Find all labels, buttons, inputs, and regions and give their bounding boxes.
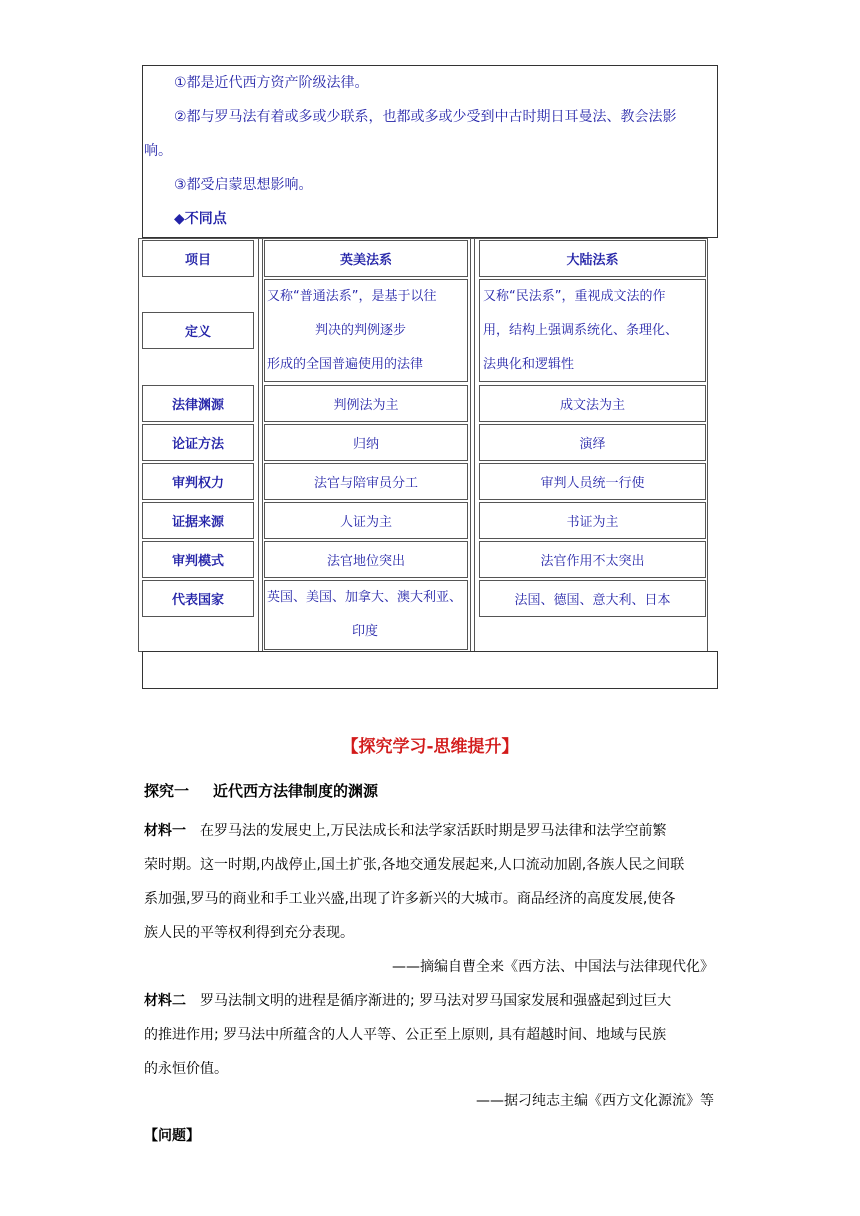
empty-bottom-box	[142, 651, 718, 689]
material-2-label: 材料二	[144, 993, 186, 1009]
definition-anglo-line-2: 判决的判例逐步	[315, 323, 407, 338]
definition-continental-line-3: 法典化和逻辑性	[483, 357, 575, 372]
material-2-line-1: 罗马法制文明的进程是循序渐进的; 罗马法对罗马国家发展和强盛起到过巨大	[200, 993, 672, 1009]
material-2	[144, 984, 718, 1086]
label-representative-countries: 代表国家	[142, 580, 254, 617]
common-point-3: ③都受启蒙思想影响。	[174, 177, 313, 193]
table-divider	[262, 238, 263, 652]
definition-continental-line-1: 又称“民法系”，重视成文法的作	[483, 289, 666, 304]
trial-power-continental: 审判人员统一行使	[479, 463, 706, 500]
definition-continental-line-2: 用，结构上强调系统化、条理化、	[483, 323, 679, 338]
differences-heading: ◆不同点	[174, 211, 227, 227]
question-label: 【问题】	[144, 1128, 200, 1144]
table-divider	[258, 238, 259, 652]
label-legal-source: 法律渊源	[142, 385, 254, 422]
material-1-line-3: 系加强,罗马的商业和手工业兴盛,出现了许多新兴的大城市。商品经济的高度发展,使各	[144, 891, 676, 907]
reasoning-method-anglo: 归纳	[264, 424, 468, 461]
header-anglo-american: 英美法系	[264, 240, 468, 277]
label-trial-power: 审判权力	[142, 463, 254, 500]
evidence-source-continental: 书证为主	[479, 502, 706, 539]
material-1-line-2: 荣时期。这一时期,内战停止,国土扩张,各地交通发展起来,人口流动加剧,各族人民之间联	[144, 857, 685, 873]
label-reasoning-method: 论证方法	[142, 424, 254, 461]
common-point-1: ①都是近代西方资产阶级法律。	[174, 75, 369, 91]
countries-anglo-line-2: 印度	[352, 624, 379, 639]
material-1-line-1: 在罗马法的发展史上,万民法成长和法学家活跃时期是罗马法律和法学空前繁	[200, 823, 667, 839]
material-1-line-4: 族人民的平等权利得到充分表现。	[144, 925, 354, 941]
trial-power-anglo: 法官与陪审员分工	[264, 463, 468, 500]
label-evidence-source: 证据来源	[142, 502, 254, 539]
label-definition: 定义	[142, 312, 254, 349]
definition-anglo-line-1: 又称“普通法系”，是基于以往	[267, 289, 437, 304]
legal-source-continental: 成文法为主	[479, 385, 706, 422]
material-2-source: ——据刁纯志主编《西方文化源流》等	[476, 1093, 714, 1109]
trial-mode-continental: 法官作用不太突出	[479, 541, 706, 578]
material-1-source: ——摘编自曹全来《西方法、中国法与法律现代化》	[392, 959, 714, 975]
countries-continental: 法国、德国、意大利、日本	[479, 580, 706, 617]
material-2-line-3: 的永恒价值。	[144, 1061, 228, 1077]
evidence-source-anglo: 人证为主	[264, 502, 468, 539]
countries-anglo-line-1: 英国、美国、加拿大、澳大利亚、	[267, 590, 463, 605]
section-title: 【探究学习-思维提升】	[341, 737, 519, 757]
reasoning-method-continental: 演绎	[479, 424, 706, 461]
material-2-line-2: 的推进作用; 罗马法中所蕴含的人人平等、公正至上原则, 具有超越时间、地域与民族	[144, 1027, 667, 1043]
common-point-2-cont: 响。	[144, 143, 172, 159]
label-trial-mode: 审判模式	[142, 541, 254, 578]
definition-anglo-line-3: 形成的全国普遍使用的法律	[267, 357, 424, 372]
table-divider	[474, 238, 475, 652]
trial-mode-anglo: 法官地位突出	[264, 541, 468, 578]
inquiry-title: 近代西方法律制度的渊源	[213, 782, 379, 800]
legal-source-anglo: 判例法为主	[264, 385, 468, 422]
table-divider	[470, 238, 471, 652]
common-point-2: ②都与罗马法有着或多或少联系，也都或多或少受到中古时期日耳曼法、教会法影	[174, 109, 677, 125]
material-1-label: 材料一	[144, 823, 186, 839]
inquiry-label: 探究一	[144, 782, 190, 800]
header-item: 项目	[142, 240, 254, 277]
header-continental: 大陆法系	[479, 240, 706, 277]
material-1	[144, 814, 718, 950]
